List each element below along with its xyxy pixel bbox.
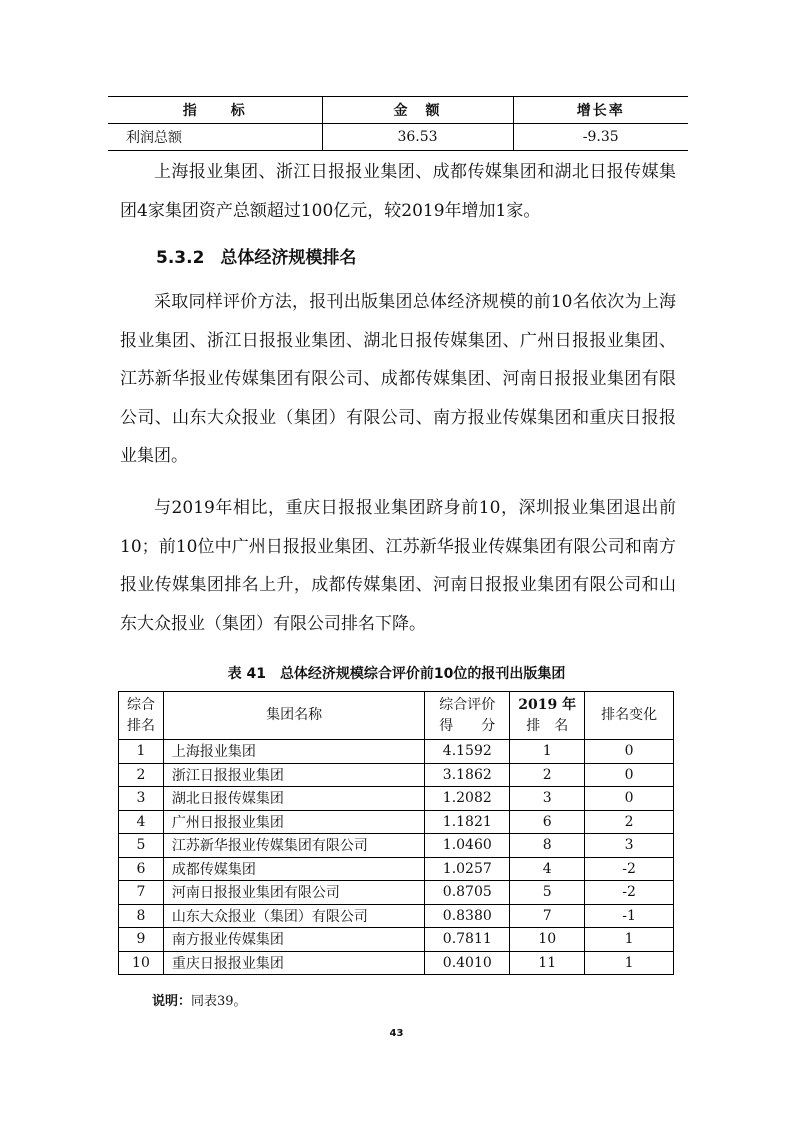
header-prev-line2: 排 名 bbox=[526, 717, 569, 734]
prev-rank-cell: 2 bbox=[510, 763, 585, 787]
group-name-cell: 上海报业集团 bbox=[163, 740, 424, 764]
paragraph-assets: 上海报业集团、浙江日报报业集团、成都传媒集团和湖北日报传媒集团4家集团资产总额超过100亿元，较2019年增加1家。 bbox=[120, 162, 676, 221]
ranking-table-header bbox=[119, 692, 674, 740]
table-row bbox=[119, 928, 674, 952]
table-note bbox=[152, 990, 247, 1009]
rank-change-cell: 0 bbox=[585, 763, 674, 787]
prev-rank-cell: 8 bbox=[510, 834, 585, 858]
growth-cell: -9.35 bbox=[513, 124, 688, 151]
prev-rank-cell: 7 bbox=[510, 904, 585, 928]
header-rank-line2: 排名 bbox=[126, 717, 155, 734]
group-name-cell: 重庆日报报业集团 bbox=[163, 951, 424, 975]
header-score-line2: 得 分 bbox=[439, 717, 496, 734]
group-name-cell: 南方报业传媒集团 bbox=[163, 928, 424, 952]
header-group-name: 集团名称 bbox=[163, 692, 424, 740]
rank-change-cell: -2 bbox=[585, 857, 674, 881]
table-row bbox=[119, 740, 674, 764]
header-score-line1: 综合评价 bbox=[439, 696, 496, 713]
header-rank bbox=[119, 692, 164, 740]
rank-cell: 9 bbox=[119, 928, 164, 952]
rank-change-cell: 2 bbox=[585, 810, 674, 834]
ranking-table-body bbox=[119, 740, 674, 975]
rank-change-cell: 1 bbox=[585, 928, 674, 952]
group-name-cell: 山东大众报业（集团）有限公司 bbox=[163, 904, 424, 928]
group-name-cell: 浙江日报报业集团 bbox=[163, 763, 424, 787]
rank-cell: 3 bbox=[119, 787, 164, 811]
rank-change-cell: 1 bbox=[585, 951, 674, 975]
group-name-cell: 湖北日报传媒集团 bbox=[163, 787, 424, 811]
paragraph-comparison: 与2019年相比，重庆日报报业集团跻身前10，深圳报业集团退出前10；前10位中广州日报报业集团、江苏新华报业传媒集团有限公司和南方报业传媒集团排名上升，成都传媒集团、河南日报报业集团有限公司和山东大众报业（集团）有限公司排名下降。 bbox=[120, 498, 676, 634]
rank-cell: 6 bbox=[119, 857, 164, 881]
header-indicator: 指 标 bbox=[108, 97, 322, 124]
rank-change-cell: -2 bbox=[585, 881, 674, 905]
group-name-cell: 江苏新华报业传媒集团有限公司 bbox=[163, 834, 424, 858]
score-cell: 1.1821 bbox=[425, 810, 510, 834]
score-cell: 1.2082 bbox=[425, 787, 510, 811]
rank-cell: 4 bbox=[119, 810, 164, 834]
header-amount: 金 额 bbox=[322, 97, 513, 124]
header-growth: 增长率 bbox=[513, 97, 688, 124]
note-text: 同表39。 bbox=[191, 994, 247, 1009]
rank-change-cell: -1 bbox=[585, 904, 674, 928]
amount-cell: 36.53 bbox=[322, 124, 513, 151]
score-cell: 1.0460 bbox=[425, 834, 510, 858]
table-caption-title: 总体经济规模综合评价前10位的报刊出版集团 bbox=[279, 666, 566, 682]
section-title: 总体经济规模排名 bbox=[220, 248, 357, 268]
prev-rank-cell: 1 bbox=[510, 740, 585, 764]
paragraph-ranking: 采取同样评价方法，报刊出版集团总体经济规模的前10名依次为上海报业集团、浙江日报报业集团、湖北日报传媒集团、广州日报报业集团、江苏新华报业传媒集团有限公司、成都传媒集团、河南日报报业集团有限公司、山东大众报业（集团）有限公司、南方报业传媒集团和重庆日报报业集团。 bbox=[120, 292, 676, 466]
prev-rank-cell: 3 bbox=[510, 787, 585, 811]
profit-table bbox=[108, 96, 688, 151]
table-row bbox=[119, 763, 674, 787]
group-name-cell: 成都传媒集团 bbox=[163, 857, 424, 881]
header-rank-line1: 综合 bbox=[126, 696, 155, 713]
table-row bbox=[119, 951, 674, 975]
score-cell: 1.0257 bbox=[425, 857, 510, 881]
header-prev-line1: 2019 年 bbox=[518, 696, 577, 713]
ranking-table bbox=[118, 691, 674, 975]
score-cell: 0.8705 bbox=[425, 881, 510, 905]
table-row bbox=[119, 834, 674, 858]
rank-cell: 8 bbox=[119, 904, 164, 928]
table-row bbox=[119, 904, 674, 928]
rank-change-cell: 0 bbox=[585, 787, 674, 811]
score-cell: 0.7811 bbox=[425, 928, 510, 952]
profit-table-row bbox=[108, 124, 688, 151]
page-number: 43 bbox=[389, 1028, 404, 1039]
indicator-cell: 利润总额 bbox=[108, 124, 322, 151]
rank-cell: 5 bbox=[119, 834, 164, 858]
rank-change-cell: 3 bbox=[585, 834, 674, 858]
score-cell: 0.8380 bbox=[425, 904, 510, 928]
prev-rank-cell: 4 bbox=[510, 857, 585, 881]
score-cell: 4.1592 bbox=[425, 740, 510, 764]
note-label: 说明： bbox=[152, 994, 192, 1009]
prev-rank-cell: 10 bbox=[510, 928, 585, 952]
rank-cell: 1 bbox=[119, 740, 164, 764]
group-name-cell: 广州日报报业集团 bbox=[163, 810, 424, 834]
group-name-cell: 河南日报报业集团有限公司 bbox=[163, 881, 424, 905]
section-heading bbox=[156, 243, 356, 268]
table-row bbox=[119, 881, 674, 905]
prev-rank-cell: 6 bbox=[510, 810, 585, 834]
table-row bbox=[119, 787, 674, 811]
rank-cell: 7 bbox=[119, 881, 164, 905]
header-prev-rank bbox=[510, 692, 585, 740]
rank-cell: 2 bbox=[119, 763, 164, 787]
prev-rank-cell: 5 bbox=[510, 881, 585, 905]
score-cell: 0.4010 bbox=[425, 951, 510, 975]
score-cell: 3.1862 bbox=[425, 763, 510, 787]
rank-change-cell: 0 bbox=[585, 740, 674, 764]
table-caption bbox=[0, 663, 793, 683]
table-row bbox=[119, 810, 674, 834]
table-row bbox=[119, 857, 674, 881]
table-caption-number: 表 41 bbox=[227, 666, 266, 682]
section-number: 5.3.2 bbox=[156, 248, 205, 268]
rank-cell: 10 bbox=[119, 951, 164, 975]
profit-table-header bbox=[108, 97, 688, 124]
header-score bbox=[425, 692, 510, 740]
prev-rank-cell: 11 bbox=[510, 951, 585, 975]
header-rank-change: 排名变化 bbox=[585, 692, 674, 740]
